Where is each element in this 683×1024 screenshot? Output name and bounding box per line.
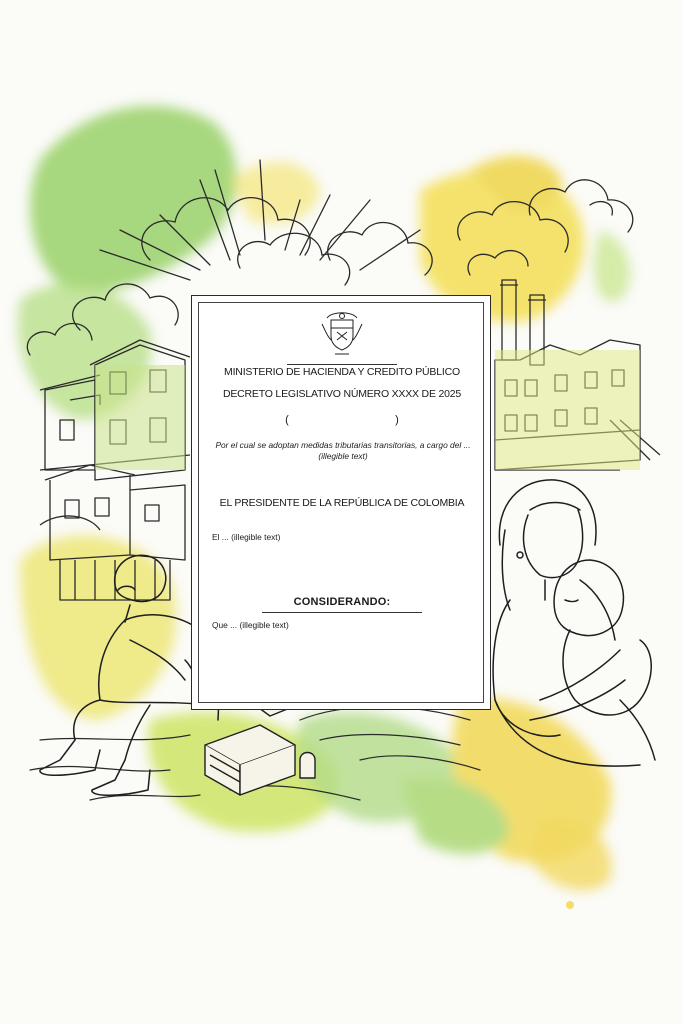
paren-open: ( [285, 414, 289, 426]
separator [287, 364, 397, 365]
decree-title: DECRETO LEGISLATIVO NÚMERO XXXX DE 2025 [222, 388, 462, 400]
ministry-heading: MINISTERIO DE HACIENDA Y CREDITO PÚBLICO [224, 366, 460, 378]
decree-powers: El ... (illegible text) [212, 532, 281, 542]
coat-of-arms-icon [317, 306, 367, 361]
decree-intro: Por el cual se adoptan medidas tributarias transitorias, a cargo del ... (illegible text) [215, 440, 471, 461]
president-heading: EL PRESIDENTE DE LA REPÚBLICA DE COLOMBIA [219, 497, 465, 509]
decree-document [191, 295, 491, 710]
decree-body: Que ... (illegible text) [212, 620, 289, 630]
considerando-heading: CONSIDERANDO: [293, 596, 391, 608]
decree-date-placeholder [192, 414, 492, 426]
paren-close: ) [395, 414, 399, 426]
separator [262, 612, 422, 613]
